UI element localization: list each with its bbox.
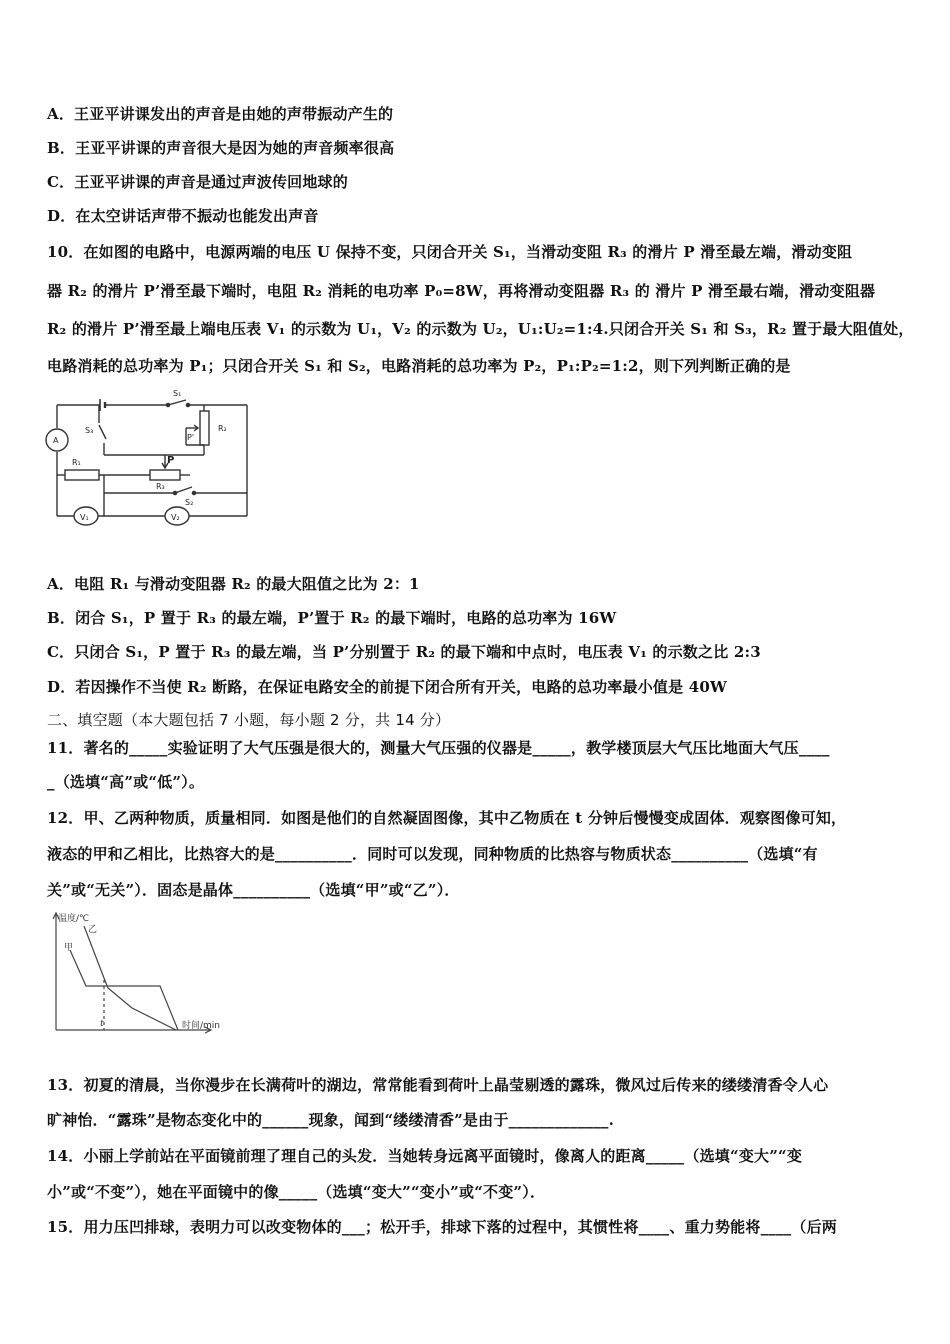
q10-stem-line-4: 电路消耗的总功率为 P₁；只闭合开关 S₁ 和 S₂，电路消耗的总功率为 P₂，P₁:P₂=1:2，则下列判断正确的是 bbox=[47, 357, 791, 375]
label-ammeter: A bbox=[53, 436, 59, 445]
q11-line-1: 11．著名的_____实验证明了大气压强是很大的，测量大气压强的仪器是_____，教学楼顶层大气压比地面大气压____ bbox=[47, 739, 830, 757]
q15-line-1: 15．用力压凹排球，表明力可以改变物体的___；松开手，排球下落的过程中，其惯性将____、重力势能将____（后两 bbox=[47, 1218, 837, 1236]
q12-line-1: 12．甲、乙两种物质，质量相同．如图是他们的自然凝固图像，其中乙物质在 t 分钟后慢慢变成固体．观察图像可知， bbox=[47, 809, 847, 827]
section-2-heading: 二、填空题（本大题包括 7 小题，每小题 2 分，共 14 分） bbox=[47, 711, 451, 729]
solidification-graph bbox=[40, 908, 255, 1038]
curve-jia bbox=[70, 950, 178, 1030]
q13-line-1: 13．初夏的清晨，当你漫步在长满荷叶的湖边，常常能看到荷叶上晶莹剔透的露珠，微风过后传来的缕缕清香令人心 bbox=[47, 1076, 829, 1094]
q10-option-d: D．若因操作不当使 R₂ 断路，在保证电路安全的前提下闭合所有开关，电路的总功率最小值是 40W bbox=[47, 678, 728, 696]
q14-line-1: 14．小丽上学前站在平面镜前理了理自己的头发．当她转身远离平面镜时，像离人的距离_____（选填“变大”“变 bbox=[47, 1147, 803, 1165]
curve-yi bbox=[84, 926, 176, 1030]
q9-option-c: C．王亚平讲课的声音是通过声波传回地球的 bbox=[47, 173, 348, 191]
q10-option-b: B．闭合 S₁，P 置于 R₃ 的最左端，P’置于 R₂ 的最下端时，电路的总功率为 16W bbox=[47, 609, 617, 627]
q13-line-2: 旷神怡．“露珠”是物态变化中的______现象，闻到“缕缕清香”是由于_____________. bbox=[47, 1111, 615, 1129]
q10-option-c: C．只闭合 S₁，P 置于 R₃ 的最左端，当 P’分别置于 R₂ 的最下端和中点时，电压表 V₁ 的示数之比 2:3 bbox=[47, 643, 761, 661]
label-p: P bbox=[167, 455, 175, 466]
label-p-prime: P' bbox=[187, 433, 195, 442]
circuit-diagram bbox=[40, 383, 255, 531]
label-s1: S₁ bbox=[173, 389, 182, 398]
label-v1: V₁ bbox=[80, 513, 89, 522]
q12-line-2: 液态的甲和乙相比，比热容大的是__________．同时可以发现，同种物质的比热容与物质状态__________（选填“有 bbox=[47, 845, 818, 863]
graph-label-jia: 甲 bbox=[64, 943, 74, 953]
r3-resistor bbox=[150, 470, 180, 480]
label-r2: R₂ bbox=[218, 424, 227, 433]
q10-option-a: A．电阻 R₁ 与滑动变阻器 R₂ 的最大阻值之比为 2：1 bbox=[47, 575, 420, 593]
q10-stem-line-3: R₂ 的滑片 P’滑至最上端电压表 V₁ 的示数为 U₁，V₂ 的示数为 U₂，U₁:U₂=1:4.只闭合开关 S₁ 和 S₃，R₂ 置于最大阻值处， bbox=[47, 320, 914, 338]
q10-stem-line-2: 器 R₂ 的滑片 P’滑至最下端时，电阻 R₂ 消耗的电功率 P₀=8W，再将滑动变阻器 R₃ 的 滑片 P 滑至最右端，滑动变阻器 bbox=[47, 282, 876, 300]
graph-ylabel: 温度/℃ bbox=[58, 914, 90, 924]
q9-option-a: A．王亚平讲课发出的声音是由她的声带振动产生的 bbox=[47, 105, 394, 123]
q14-line-2: 小”或“不变”），她在平面镜中的像_____（选填“变大”“变小”或“不变”）． bbox=[47, 1183, 546, 1201]
q10-stem-line-1: 10．在如图的电路中，电源两端的电压 U 保持不变，只闭合开关 S₁，当滑动变阻 R₃ 的滑片 P 滑至最左端，滑动变阻 bbox=[47, 243, 853, 261]
label-r3: R₃ bbox=[156, 482, 165, 491]
r1-resistor bbox=[65, 470, 99, 480]
label-v2: V₂ bbox=[171, 513, 180, 522]
graph-label-t: t bbox=[100, 1019, 104, 1029]
q9-option-d: D．在太空讲话声带不振动也能发出声音 bbox=[47, 207, 319, 225]
label-s3: S₃ bbox=[85, 426, 94, 435]
graph-xlabel: 时间/min bbox=[182, 1021, 221, 1031]
label-s2: S₂ bbox=[185, 498, 194, 507]
q9-option-b: B．王亚平讲课的声音很大是因为她的声音频率很高 bbox=[47, 139, 395, 157]
label-r1: R₁ bbox=[72, 458, 81, 467]
q11-line-2: _（选填“高”或“低”）。 bbox=[47, 773, 205, 791]
graph-label-yi: 乙 bbox=[88, 925, 98, 935]
q12-line-3: 关”或“无关”）．固态是晶体__________（选填“甲”或“乙”）． bbox=[47, 881, 460, 899]
r2-resistor bbox=[200, 411, 209, 445]
